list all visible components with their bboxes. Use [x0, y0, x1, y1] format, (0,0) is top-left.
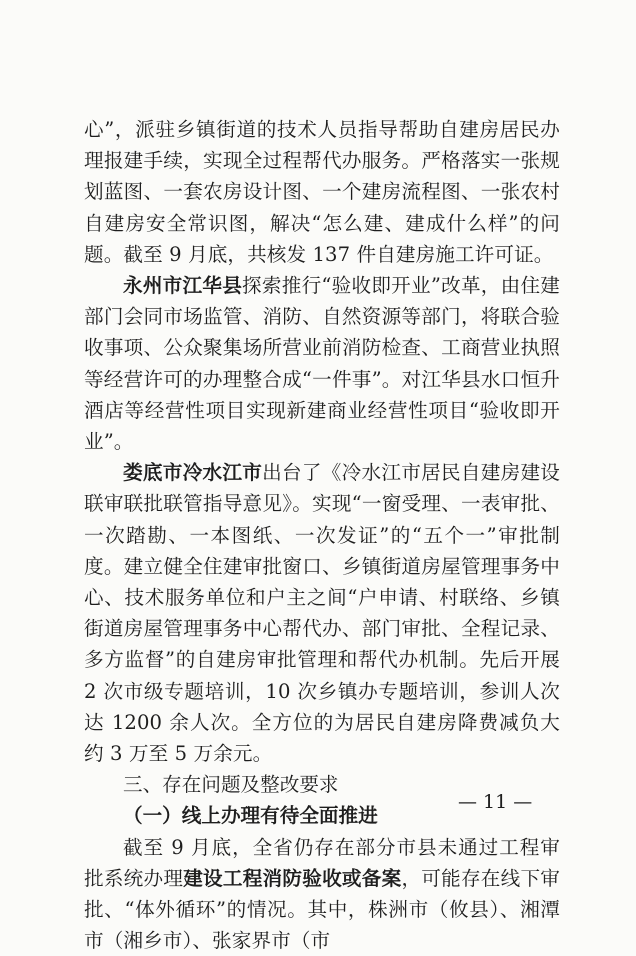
- paragraph-text-part1: 截至 9 月底，全省仍存在部分市县未通过工程审批系统办理: [84, 835, 560, 890]
- subsection-heading: （一）线上办理有待全面推进: [123, 804, 378, 828]
- paragraph-text-part2: ，可能存在线下审批、“体外循环”的情况。其中，株洲市（攸县）、湘潭市（湘乡市）、张家界市（市: [84, 866, 561, 953]
- paragraph-text: 出台了《冷水江市居民自建房建设联审联批联管指导意见》。实现“一窗受理、一表审批、一次踏勘、一本图纸、一次发证”的“五个一”审批制度。建立健全住建审批窗口、乡镇街道房屋管理事务中心、技术服务单位和户主之间“户申请、村联络、乡镇街道房屋管理事务中心帮代办、部门审批、全程记录、多方监督”的自建房审批管理和帮代办机制。先后开展 2 次市级专题培训，10 次乡镇办专题培训，参训人次达 1200 余人次。全方位的为居民自建房降费减负大约 3 万至 5 万余元。: [84, 461, 561, 766]
- paragraph-lead: 娄底市冷水江市: [123, 461, 263, 485]
- paragraph-lead: 永州市江华县: [123, 274, 243, 298]
- paragraph-jianghua: [84, 270, 560, 457]
- paragraph-text: 心”，派驻乡镇街道的技术人员指导帮助自建房居民办理报建手续，实现全过程帮代办服务。严格落实一张规划蓝图、一套农房设计图、一个建房流程图、一张农村自建房安全常识图，解决“怎么建、建成什么样”的问题。截至 9 月底，共核发 137 件自建房施工许可证。: [84, 118, 560, 266]
- page-number: — 11 —: [458, 791, 533, 813]
- paragraph-text: 探索推行“验收即开业”改革，由住建部门会同市场监管、消防、自然资源等部门，将联合验收事项、公众聚集场所营业前消防检查、工商营业执照等经营许可的办理整合成“一件事”。对江华县水口恒升酒店等经营性项目实现新建商业经营性项目“验收即开业”。: [84, 274, 561, 454]
- paragraph-lengshuijiang: [84, 457, 560, 769]
- section-heading: 三、存在问题及整改要求: [123, 773, 339, 797]
- paragraph-continuation: [84, 114, 560, 270]
- document-page: [84, 114, 560, 956]
- paragraph-online-processing: [84, 832, 560, 956]
- paragraph-text-bold: 建设工程消防验收或备案: [183, 866, 402, 890]
